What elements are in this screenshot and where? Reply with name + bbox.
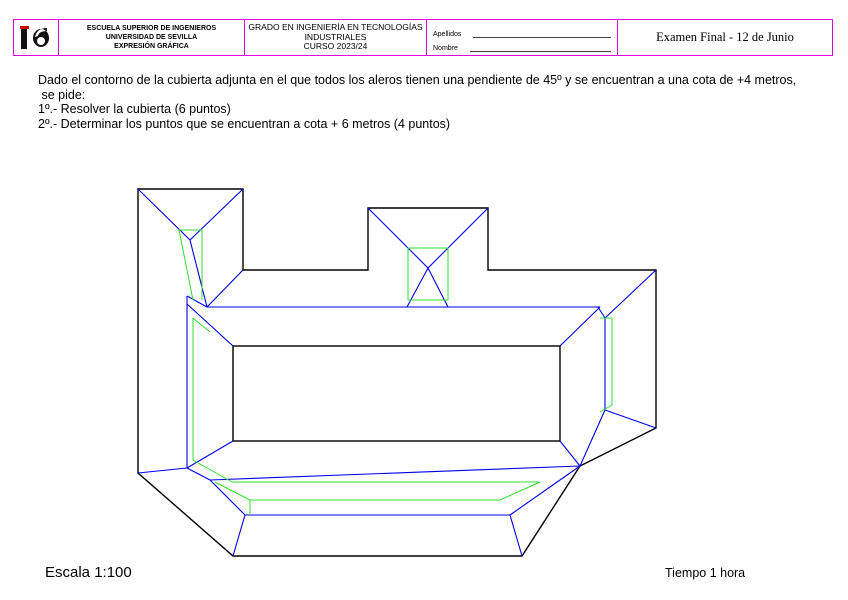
name-label: Nombre bbox=[433, 44, 458, 52]
exam-title: Examen Final - 12 de Junio bbox=[656, 30, 794, 44]
degree-line-2: INDUSTRIALES bbox=[304, 31, 367, 42]
surname-label: Apellidos bbox=[433, 30, 462, 38]
roof-ridges bbox=[138, 189, 656, 556]
elevation-contours bbox=[179, 230, 612, 515]
statement-line-4: 2º.- Determinar los puntos que se encuentran a cota + 6 metros (4 puntos) bbox=[38, 116, 451, 131]
roof-outline bbox=[138, 189, 656, 556]
drawing-scale: Escala 1:100 bbox=[45, 564, 132, 581]
department-name: EXPRESIÓN GRÁFICA bbox=[114, 43, 189, 50]
statement-line-2: se pide: bbox=[38, 87, 86, 102]
statement-line-1: Dado el contorno de la cubierta adjunta en el que todos los aleros tienen una pendiente de 45º y se encuentran a una cota de +4 metros, bbox=[38, 73, 797, 87]
statement-line-3: 1º.- Resolver la cubierta (6 puntos) bbox=[38, 102, 231, 116]
school-name: ESCUELA SUPERIOR DE INGENIEROS bbox=[86, 25, 217, 32]
exam-duration: Tiempo 1 hora bbox=[665, 566, 746, 580]
inner-courtyard bbox=[233, 346, 560, 441]
degree-line-1: GRADO EN INGENIERÍA EN TECNOLOGÍAS bbox=[248, 22, 423, 33]
course-year: CURSO 2023/24 bbox=[303, 41, 368, 52]
university-name: UNIVERSIDAD DE SEVILLA bbox=[105, 34, 198, 41]
